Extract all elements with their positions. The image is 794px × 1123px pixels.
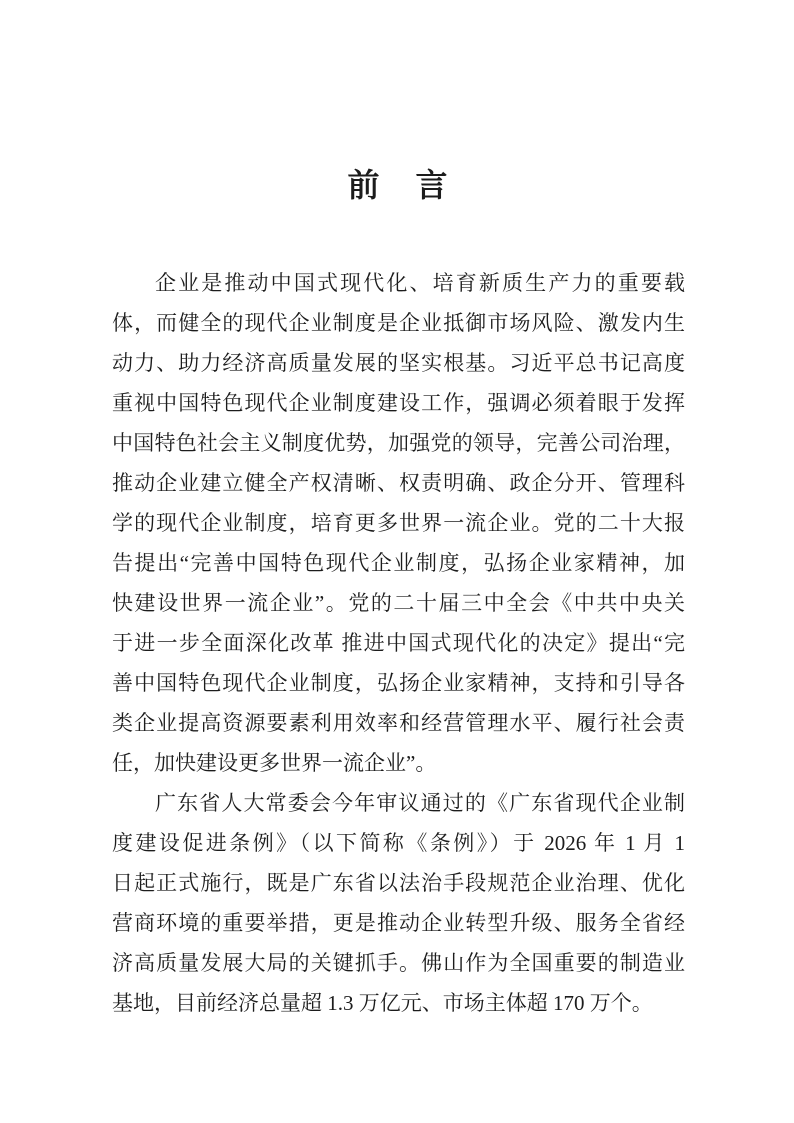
text-line: 学的现代企业制度，培育更多世界一流企业。党的二十大报 — [112, 511, 685, 535]
text-line: 基地，目前经济总量超 1.3 万亿元、市场主体超 170 万个。 — [112, 991, 653, 1015]
text-line: 推动企业建立健全产权清晰、权责明确、政企分开、管理科 — [112, 471, 685, 495]
body-text — [112, 263, 685, 1023]
page-title: 前 言 — [347, 167, 450, 203]
text-line: 体，而健全的现代企业制度是企业抵御市场风险、激发内生 — [112, 311, 685, 335]
text-line: 中国特色社会主义制度优势，加强党的领导，完善公司治理， — [112, 431, 685, 455]
text-line: 告提出“完善中国特色现代企业制度，弘扬企业家精神，加 — [112, 551, 685, 575]
text-line: 任，加快建设更多世界一流企业”。 — [112, 751, 437, 775]
text-line: 广东省人大常委会今年审议通过的《广东省现代企业制 — [155, 791, 685, 815]
text-line: 动力、助力经济高质量发展的坚实根基。习近平总书记高度 — [112, 351, 685, 375]
text-line: 营商环境的重要举措，更是推动企业转型升级、服务全省经 — [112, 911, 685, 935]
text-line: 于进一步全面深化改革 推进中国式现代化的决定》提出“完 — [112, 631, 685, 655]
text-line: 善中国特色现代企业制度，弘扬企业家精神，支持和引导各 — [112, 671, 685, 695]
text-line: 类企业提高资源要素利用效率和经营管理水平、履行社会责 — [112, 711, 685, 735]
text-line: 济高质量发展大局的关键抓手。佛山作为全国重要的制造业 — [112, 951, 685, 975]
text-line: 快建设世界一流企业”。党的二十届三中全会《中共中央关 — [112, 591, 685, 615]
text-line: 企业是推动中国式现代化、培育新质生产力的重要载 — [155, 271, 685, 295]
text-line: 日起正式施行，既是广东省以法治手段规范企业治理、优化 — [112, 871, 685, 895]
text-line: 重视中国特色现代企业制度建设工作，强调必须着眼于发挥 — [112, 391, 685, 415]
text-line: 度建设促进条例》（以下简称《条例》）于 2026 年 1 月 1 — [112, 831, 685, 855]
